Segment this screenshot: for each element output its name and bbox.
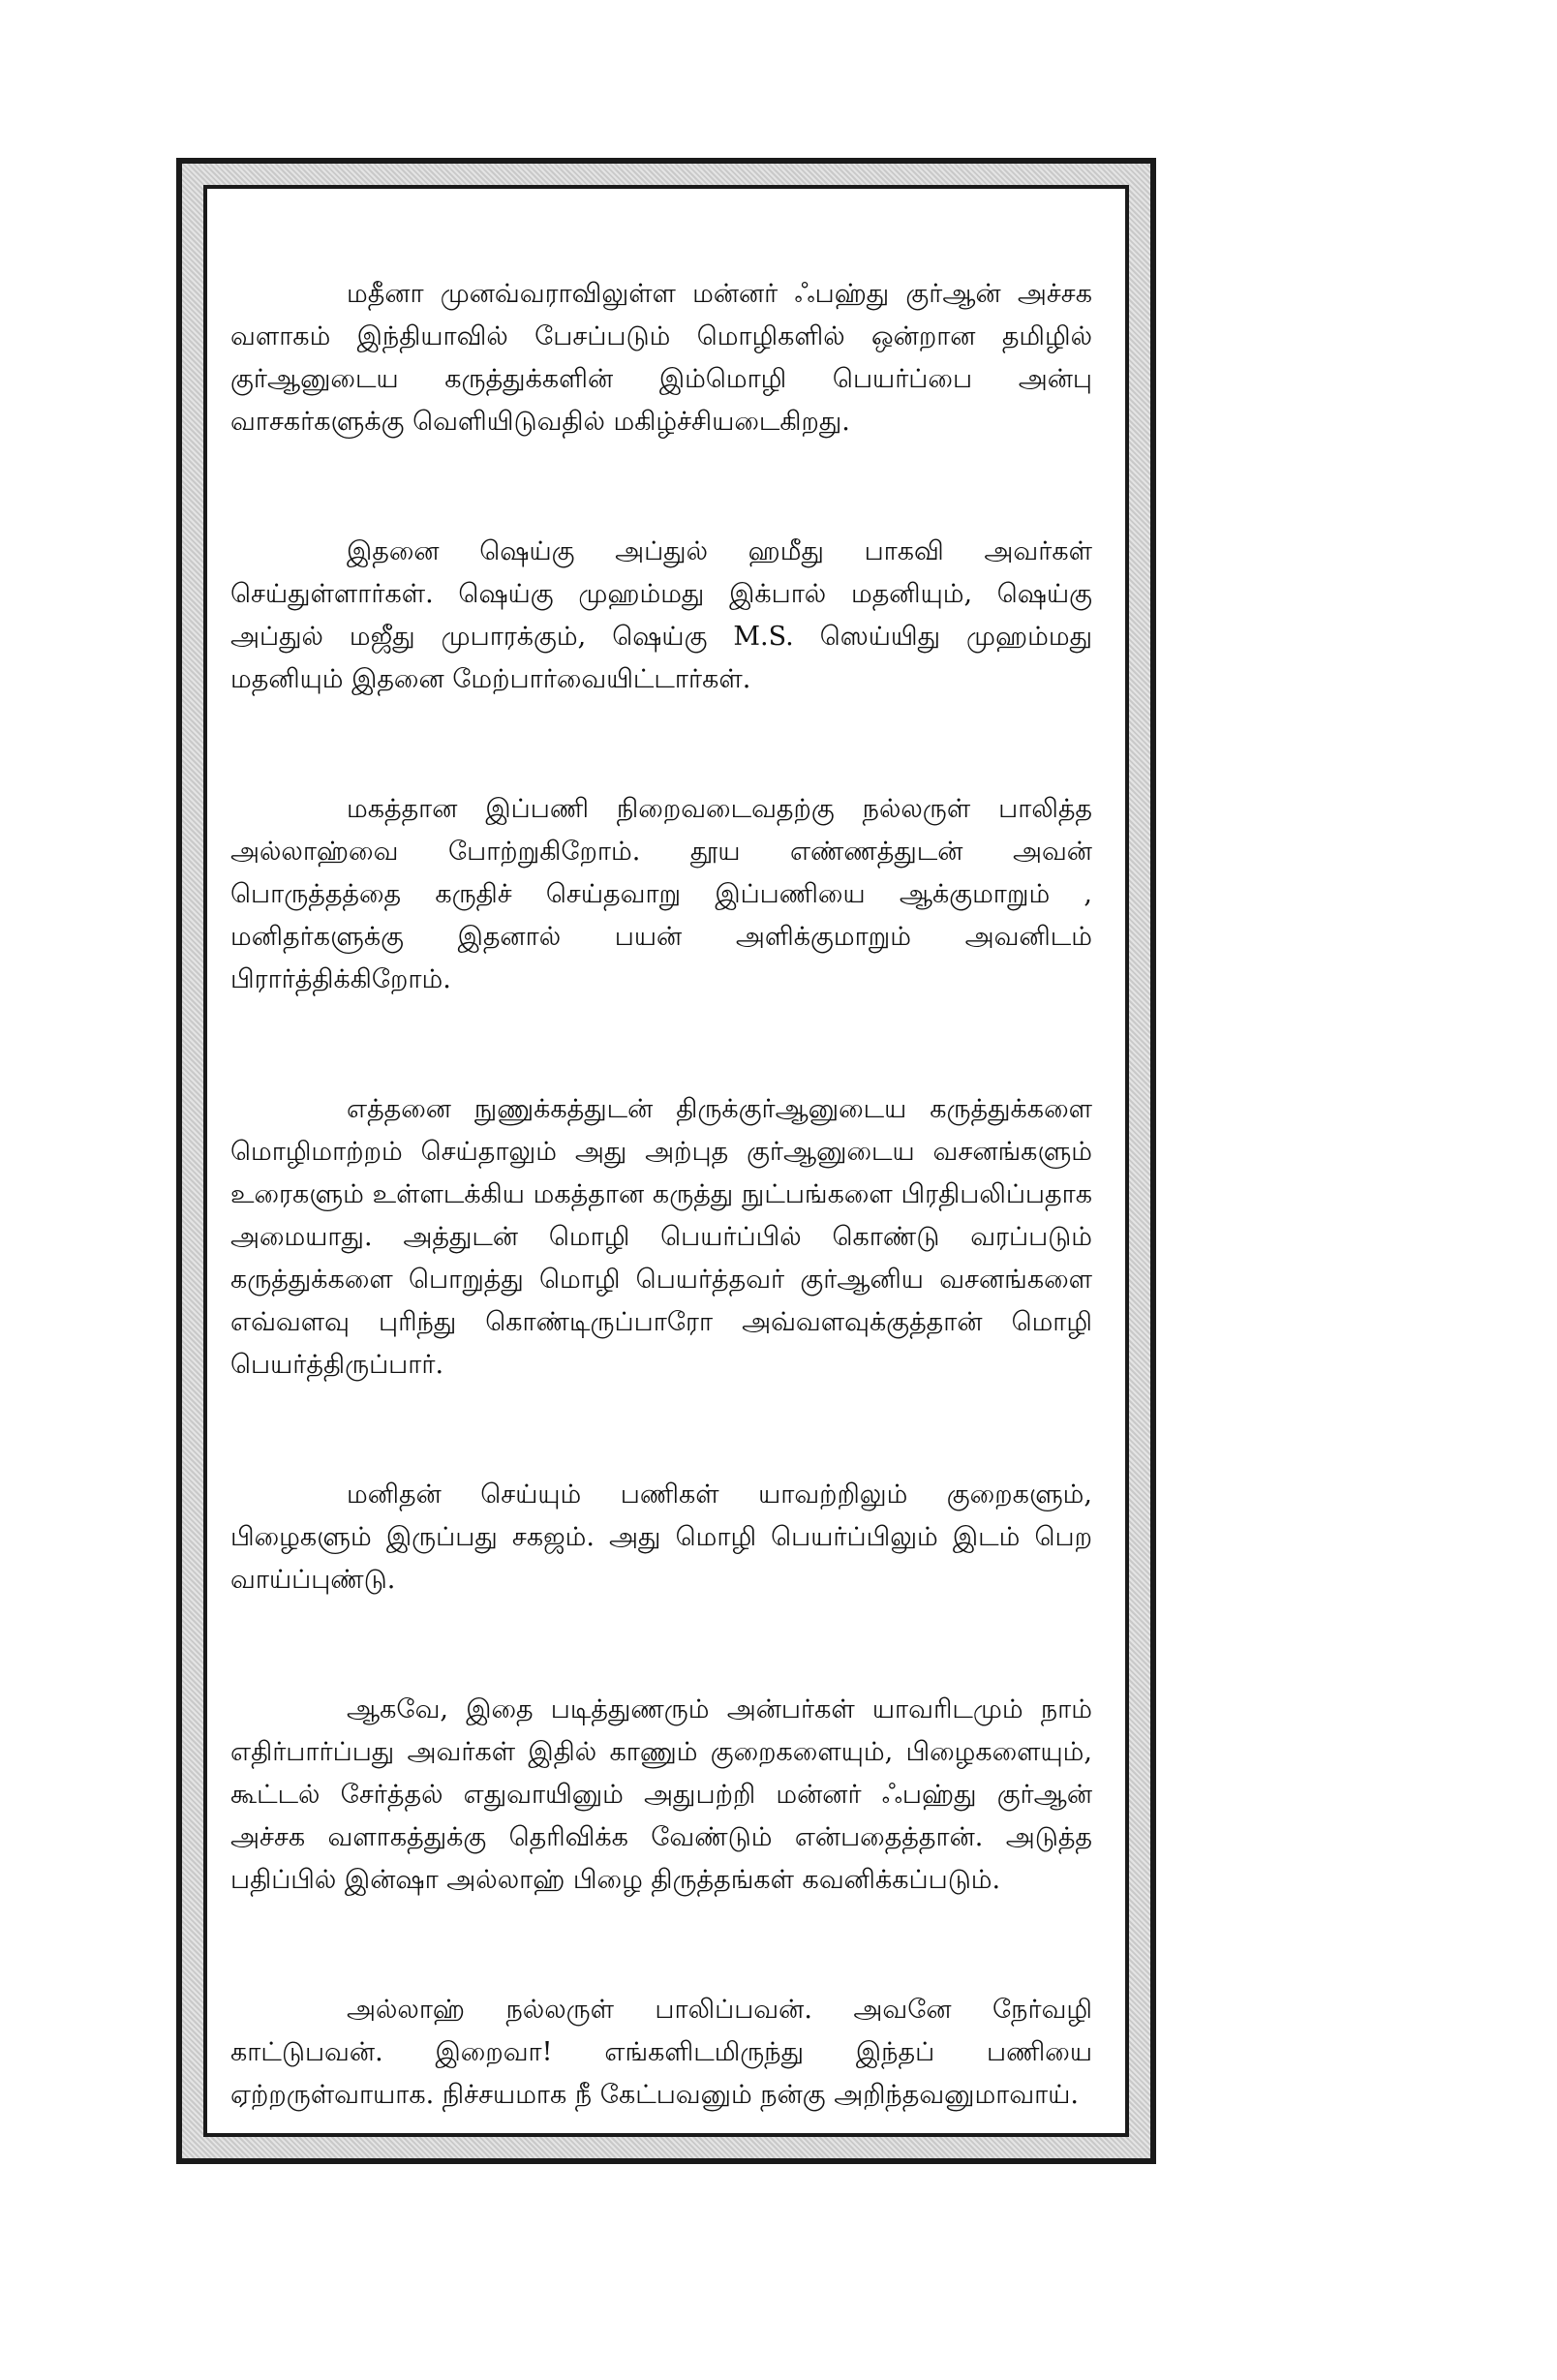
paragraph-publisher-intro: மதீனா முனவ்வராவிலுள்ள மன்னர் ஃபஹ்து குர்ஆன் அச்சக வளாகம் இந்தியாவில் பேசப்படும் மொழிகளில் ஒன்றான தமிழில் குர்ஆனுடைய கருத்துக்களின் இம்மொழி பெயர்ப்பை அன்பு வாசகர்களுக்கு வெளியிடுவதில் மகிழ்ச்சியடைகிறது. — [230, 279, 1092, 437]
paragraph-translation-limits: எத்தனை நுணுக்கத்துடன் திருக்குர்ஆனுடைய கருத்துக்களை மொழிமாற்றம் செய்தாலும் அது அற்புத குர்ஆனுடைய வசனங்களும் உரைகளும் உள்ளடக்கிய மகத்தான கருத்து நுட்பங்களை பிரதிபலிப்பதாக அமையாது. அத்துடன் மொழி பெயர்ப்பில் கொண்டு வரப்படும் கருத்துக்களை பொறுத்து மொழி பெயர்த்தவர் குர்ஆனிய வசனங்களை எவ்வளவு புரிந்து கொண்டிருப்பாரோ அவ்வளவுக்குத்தான் மொழி பெயர்த்திருப்பார். — [230, 1094, 1092, 1380]
paragraph-feedback-request: ஆகவே, இதை படித்துணரும் அன்பர்கள் யாவரிடமும் நாம் எதிர்பார்ப்பது அவர்கள் இதில் காணும் குறைகளையும், பிழைகளையும், கூட்டல் சேர்த்தல் எதுவாயினும் அதுபற்றி மன்னர் ஃபஹ்து குர்ஆன் அச்சக வளாகத்துக்கு தெரிவிக்க வேண்டும் என்பதைத்தான். அடுத்த பதிப்பில் இன்ஷா அல்லாஹ் பிழை திருத்தங்கள் கவனிக்கப்படும். — [230, 1694, 1092, 1895]
paragraph-translators: இதனை ஷெய்கு அப்துல் ஹமீது பாகவி அவர்கள் செய்துள்ளார்கள். ஷெய்கு முஹம்மது இக்பால் மதனியும், ஷெய்கு அப்துல் மஜீது முபாரக்கும், ஷெய்கு M.S. ஸெய்யிது முஹம்மது மதனியும் இதனை மேற்பார்வையிட்டார்கள். — [230, 536, 1092, 694]
paragraph-gratitude: மகத்தான இப்பணி நிறைவடைவதற்கு நல்லருள் பாலித்த அல்லாஹ்வை போற்றுகிறோம். தூய எண்ணத்துடன் அவன் பொருத்தத்தை கருதிச் செய்தவாறு இப்பணியை ஆக்குமாறும் , மனிதர்களுக்கு இதனால் பயன் அளிக்குமாறும் அவனிடம் பிரார்த்திக்கிறோம். — [230, 794, 1092, 994]
preface-text-block — [230, 273, 1092, 2117]
paragraph-closing-prayer: அல்லாஹ் நல்லருள் பாலிப்பவன். அவனே நேர்வழி காட்டுபவன். இறைவா! எங்களிடமிருந்து இந்தப் பணியை ஏற்றருள்வாயாக. நிச்சயமாக நீ கேட்பவனும் நன்கு அறிந்தவனுமாவாய். — [230, 1995, 1092, 2110]
paragraph-human-errors: மனிதன் செய்யும் பணிகள் யாவற்றிலும் குறைகளும், பிழைகளும் இருப்பது சகஜம். அது மொழி பெயர்ப்பிலும் இடம் பெற வாய்ப்புண்டு. — [230, 1480, 1092, 1595]
